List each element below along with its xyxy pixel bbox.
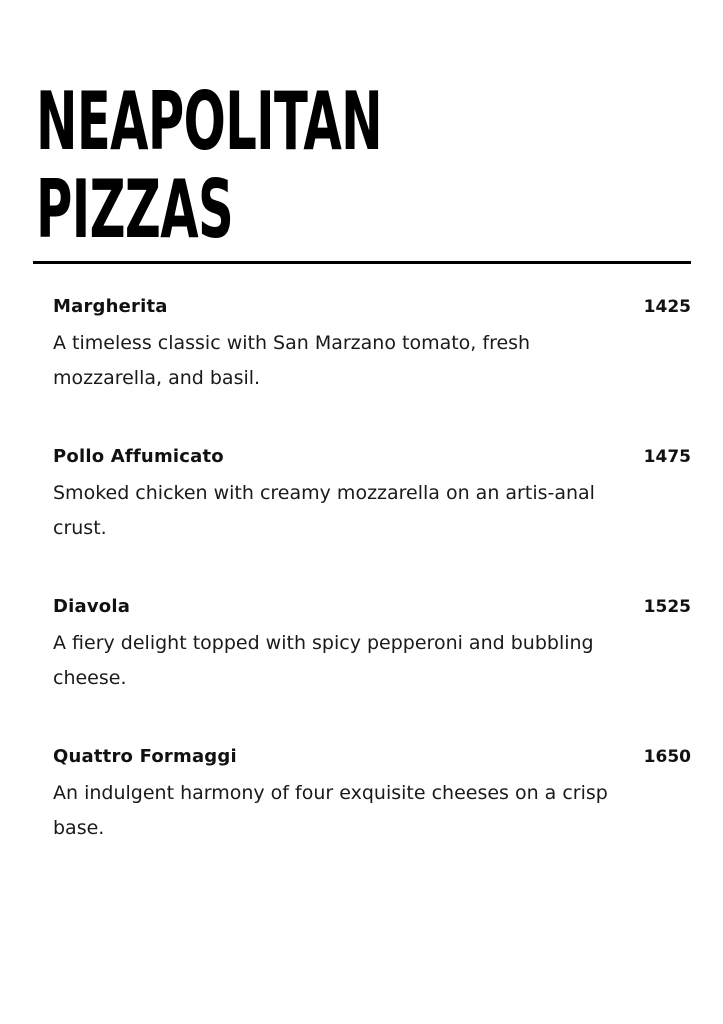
menu-item (53, 296, 691, 396)
menu-item-name: Quattro Formaggi (53, 746, 237, 767)
title-line-2: PIZZAS (36, 163, 234, 256)
menu-item-header (53, 596, 691, 626)
menu-item-description: A timeless classic with San Marzano tomato, fresh mozzarella, and basil. (53, 332, 531, 389)
page-title (36, 75, 383, 256)
title-divider (33, 261, 691, 264)
menu-item-name: Pollo Affumicato (53, 446, 224, 467)
menu-item (53, 596, 691, 696)
menu-item-name: Margherita (53, 296, 168, 317)
menu-item-price: 1475 (643, 447, 691, 467)
menu-item-header (53, 296, 691, 326)
menu-item (53, 446, 691, 546)
menu-item-description: A fiery delight topped with spicy pepperoni and bubbling cheese. (53, 632, 594, 689)
menu-item-price: 1425 (643, 297, 691, 317)
menu-item-header (53, 446, 691, 476)
menu-item-description: Smoked chicken with creamy mozzarella on an artis-anal crust. (53, 482, 595, 539)
menu-item-description: An indulgent harmony of four exquisite cheeses on a crisp base. (53, 782, 608, 839)
title-line-1: NEAPOLITAN (36, 75, 383, 168)
menu-item-price: 1525 (643, 597, 691, 617)
menu-item-header (53, 746, 691, 776)
menu-item-price: 1650 (643, 747, 691, 767)
menu-list (53, 296, 691, 896)
menu-item-name: Diavola (53, 596, 131, 617)
menu-item (53, 746, 691, 846)
